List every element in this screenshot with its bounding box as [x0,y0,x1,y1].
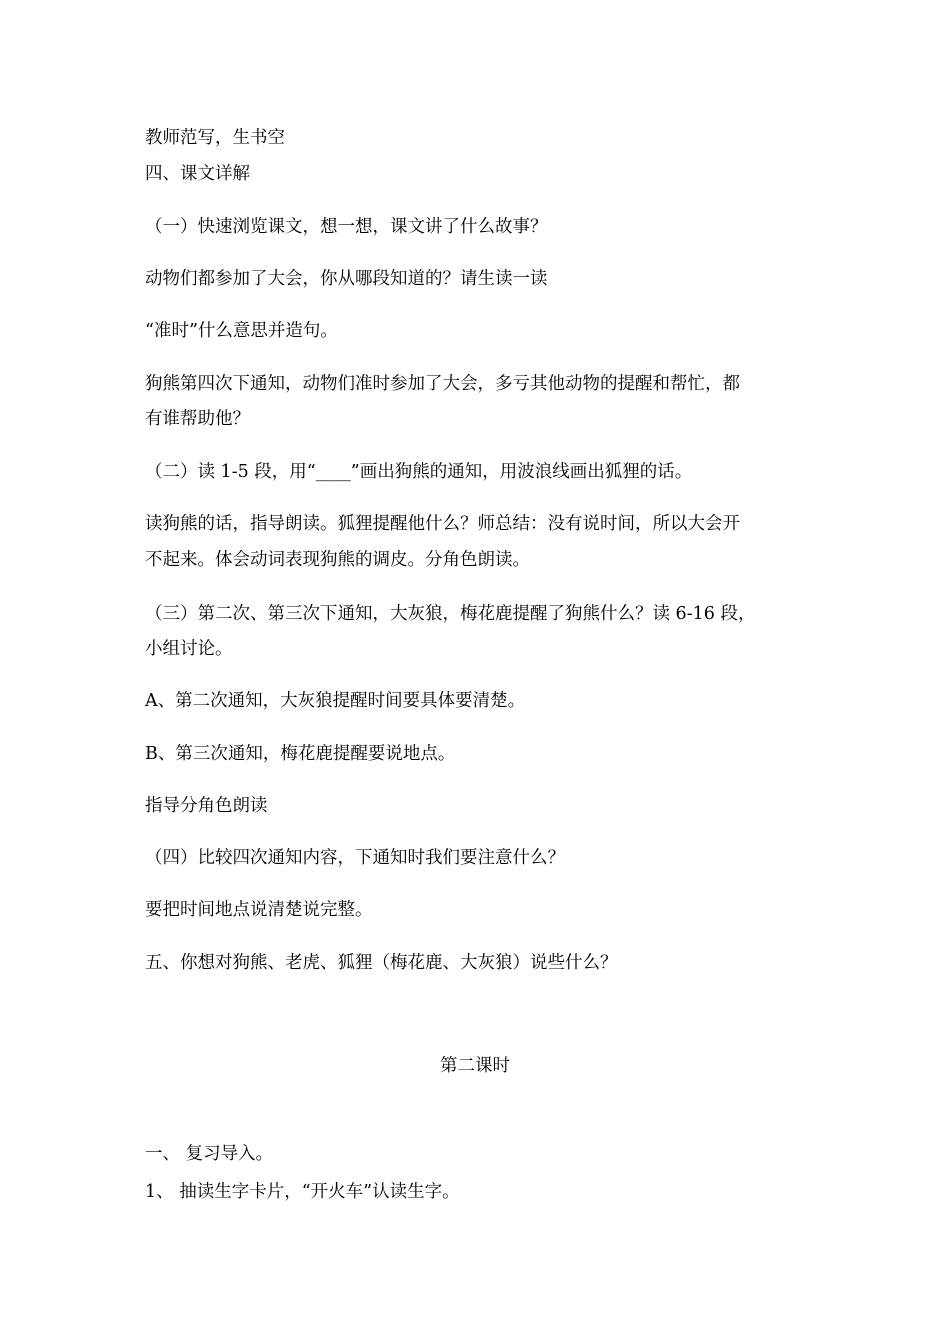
paragraph-line: 要把时间地点说清楚说完整。 [145,900,373,920]
section-title: 第二课时 [440,1056,510,1076]
paragraph-line: 读狗熊的话，指导朗读。狐狸提醒他什么？师总结：没有说时间，所以大会开 [145,514,740,534]
paragraph-line: （四）比较四次通知内容，下通知时我们要注意什么？ [145,848,565,868]
paragraph-line: 指导分角色朗读 [145,796,268,816]
section-heading: 四、课文详解 [145,164,250,184]
paragraph-line: 教师范写，生书空 [145,128,285,148]
paragraph-line: 动物们都参加了大会，你从哪段知道的？请生读一读 [145,269,548,289]
paragraph-line: （二）读 1-5 段，用“____”画出狗熊的通知，用波浪线画出狐狸的话。 [145,462,693,482]
paragraph-line: “准时”什么意思并造句。 [145,321,338,341]
paragraph-line: 有谁帮助他？ [145,409,250,429]
paragraph-line: B、第三次通知，梅花鹿提醒要说地点。 [145,744,456,764]
section-heading: 五、你想对狗熊、老虎、狐狸（梅花鹿、大灰狼）说些什么？ [145,953,618,973]
paragraph-line: A、第二次通知，大灰狼提醒时间要具体要清楚。 [145,691,526,711]
paragraph-line: （三）第二次、第三次下通知，大灰狼，梅花鹿提醒了狗熊什么？读 6-16 段， [145,604,756,624]
paragraph-line: 小组讨论。 [145,639,233,659]
paragraph-line: 狗熊第四次下通知，动物们准时参加了大会，多亏其他动物的提醒和帮忙，都 [145,374,740,394]
paragraph-line: 1、 抽读生字卡片，“开火车”认读生字。 [145,1182,460,1202]
section-heading: 一、 复习导入。 [145,1144,274,1164]
paragraph-line: （一）快速浏览课文，想一想，课文讲了什么故事？ [145,217,548,237]
paragraph-line: 不起来。体会动词表现狗熊的调皮。分角色朗读。 [145,550,530,570]
